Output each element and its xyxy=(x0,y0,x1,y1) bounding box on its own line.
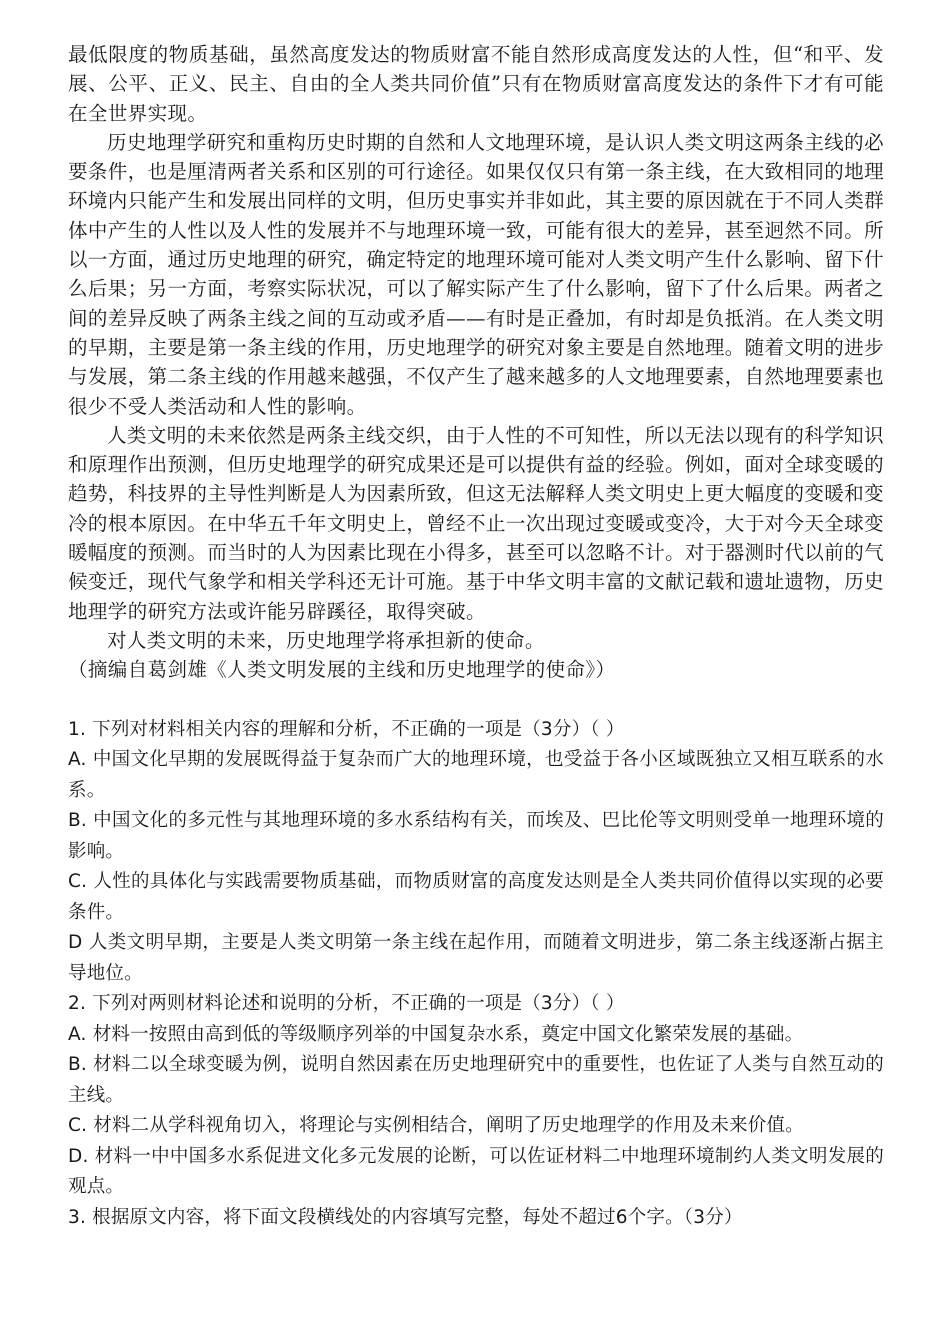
option-c: C. 人性的具体化与实践需要物质基础，而物质财富的高度发达则是全人类共同价值得以实现的必要条件。 xyxy=(68,871,884,923)
option-a: A. 材料一按照由高到低的等级顺序列举的中国复杂水系，奠定中国文化繁荣发展的基础。 xyxy=(68,1023,804,1045)
question-stem: 2. 下列对两则材料论述和说明的分析，不正确的一项是（3分）（ ） xyxy=(68,993,625,1015)
passage-paragraph-2: 历史地理学研究和重构历史时期的自然和人文地理环境，是认识人类文明这两条主线的必要条件，也是厘清两者关系和区别的可行途径。如果仅仅只有第一条主线，在大致相同的地理环境内只能产生和发展出同样的文明，但历史事实并非如此，其主要的原因就在于不同人类群体中产生的人性以及人性的发展并不与地理环境一致，可能有很大的差异，甚至迥然不同。所以一方面，通过历史地理的研究，确定特定的地理环境可能对人类文明产生什么影响、留下什么后果；另一方面，考察实际状况，可以了解实际产生了什么影响，留下了什么后果。两者之间的差异反映了两条主线之间的互动或矛盾——有时是正叠加，有时却是负抵消。在人类文明的早期，主要是第一条主线的作用，历史地理学的研究对象主要是自然地理。随着文明的进步与发展，第二条主线的作用越来越强，不仅产生了越来越多的人文地理要素，自然地理要素也很少不受人类活动和人性的影响。 xyxy=(68,130,884,418)
question-stem: 3. 根据原文内容，将下面文段横线处的内容填写完整，每处不超过6个字。（3分） xyxy=(68,1206,743,1228)
passage-source: （摘编自葛剑雄《人类文明发展的主线和历史地理学的使命》） xyxy=(68,658,616,682)
passage-paragraph-4: 对人类文明的未来，历史地理学将承担新的使命。 xyxy=(107,628,545,652)
option-a: A. 中国文化早期的发展既得益于复杂而广大的地理环境，也受益于各小区域既独立又相互联系的水系。 xyxy=(68,749,884,801)
option-c: C. 材料二从学科视角切入，将理论与实例相结合，阐明了历史地理学的作用及未来价值。 xyxy=(68,1115,804,1137)
question-stem: 1. 下列对材料相关内容的理解和分析，不正确的一项是（3分）（ ） xyxy=(68,718,625,740)
option-d: D 人类文明早期，主要是人类文明第一条主线在起作用，而随着文明进步，第二条主线逐渐占据主导地位。 xyxy=(68,932,884,984)
option-b: B. 中国文化的多元性与其地理环境的多水系结构有关，而埃及、巴比伦等文明则受单一地理环境的影响。 xyxy=(68,810,884,862)
reading-passage xyxy=(68,40,884,685)
question-1 xyxy=(68,715,884,990)
question-list xyxy=(68,715,884,1234)
option-d: D. 材料一中中国多水系促进文化多元发展的论断，可以佐证材料二中地理环境制约人类文明发展的观点。 xyxy=(68,1145,884,1198)
passage-paragraph-1: 最低限度的物质基础，虽然高度发达的物质财富不能自然形成高度发达的人性，但“和平、发展、公平、正义、民主、自由的全人类共同价值”只有在物质财富高度发达的条件下才有可能在全世界实现。 xyxy=(68,43,884,125)
option-b: B. 材料二以全球变暖为例，说明自然因素在历史地理研究中的重要性，也佐证了人类与自然互动的主线。 xyxy=(68,1054,884,1106)
question-3 xyxy=(68,1203,884,1234)
question-2 xyxy=(68,989,884,1203)
passage-paragraph-3: 人类文明的未来依然是两条主线交织，由于人性的不可知性，所以无法以现有的科学知识和原理作出预测，但历史地理学的研究成果还是可以提供有益的经验。例如，面对全球变暖的趋势，科技界的主导性判断是人为因素所致，但这无法解释人类文明史上更大幅度的变暖和变冷的根本原因。在中华五千年文明史上，曾经不止一次出现过变暖或变冷，大于对今天全球变暖幅度的预测。而当时的人为因素比现在小得多，甚至可以忽略不计。对于器测时代以前的气候变迁，现代气象学和相关学科还无计可施。基于中华文明丰富的文献记载和遗址遗物，历史地理学的研究方法或许能另辟蹊径，取得突破。 xyxy=(68,423,884,623)
